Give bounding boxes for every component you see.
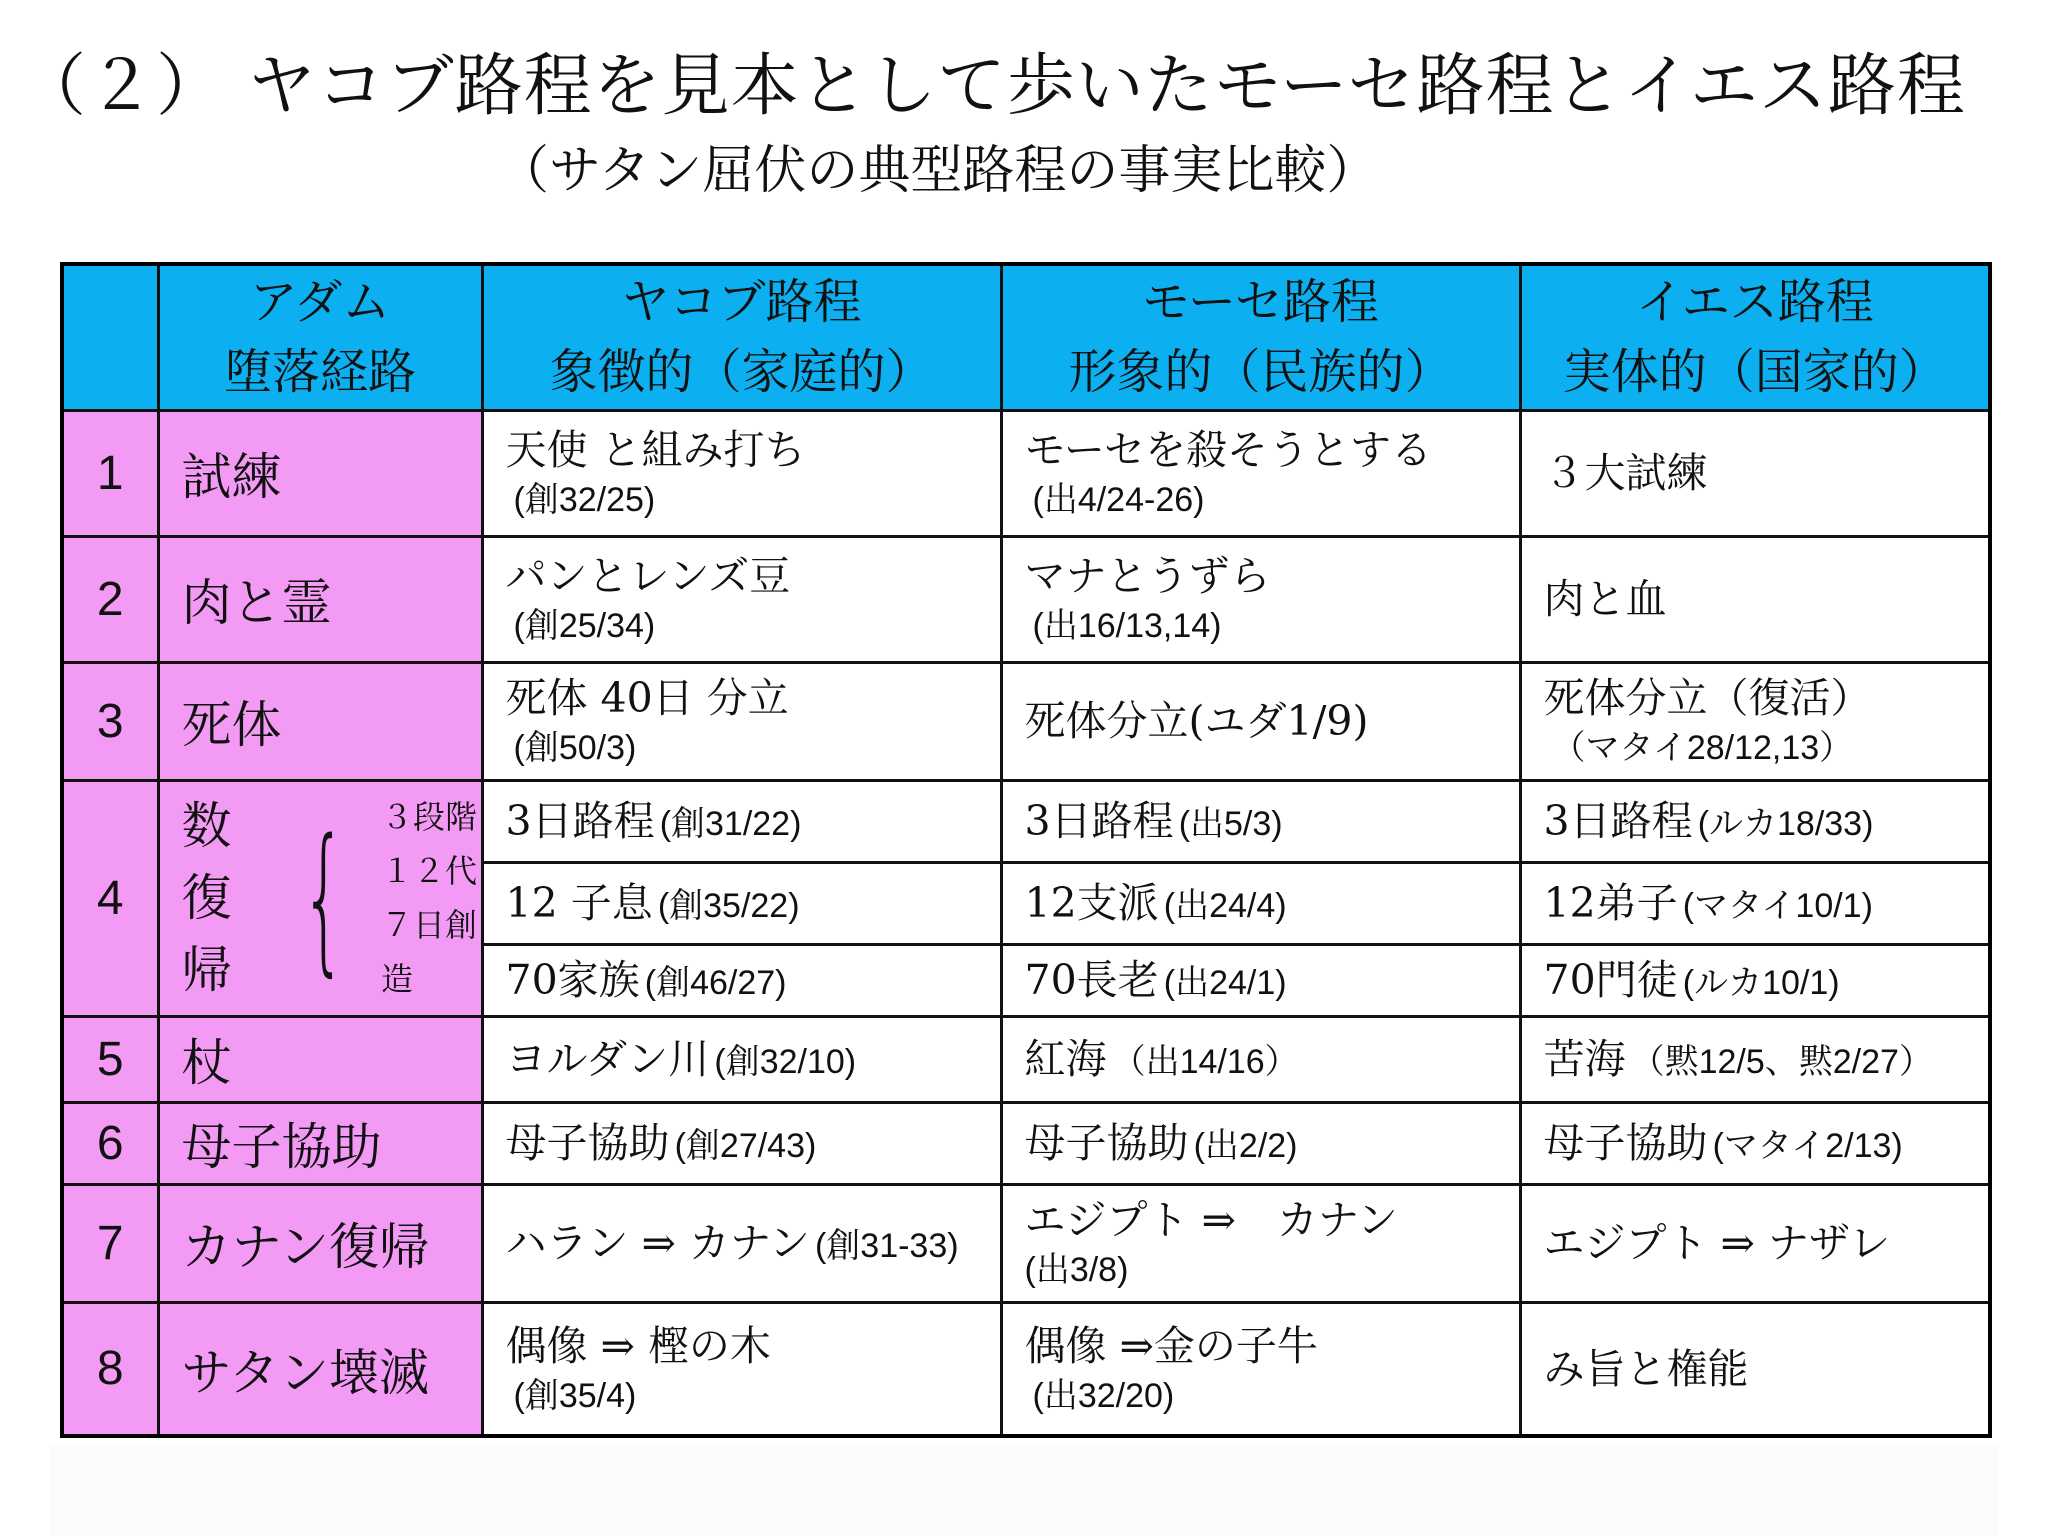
table-row [62,1016,1990,1102]
jacob-cell [482,662,1001,780]
jesus-cell [1520,862,1990,944]
header-moses-line1: モーセ路程 [1141,274,1380,331]
row-number: 5 [62,1016,158,1102]
moses-cell [1001,410,1520,536]
row-number: 8 [62,1302,158,1436]
jesus-text: 苦海 [1543,1035,1626,1083]
jacob-ref: (創35/22) [657,887,800,925]
page-subtitle: （サタン屈伏の典型路程の事実比較） [497,141,1379,201]
table-row [62,780,1990,862]
table-row [62,1184,1990,1302]
table-row [62,662,1990,780]
moses-cell [1001,1302,1520,1436]
row-number: 6 [62,1102,158,1184]
jacob-ref: (創27/43) [674,1127,817,1165]
jacob-ref: (創25/34) [513,607,656,645]
jacob-cell [482,944,1001,1016]
moses-ref: (出3/8) [1024,1251,1129,1289]
jesus-text: 70門徒 [1543,956,1678,1004]
header-moses [1001,264,1520,410]
jesus-cell [1520,662,1990,780]
sub-item: ３段階 [381,798,478,836]
jesus-text: 肉と血 [1543,575,1667,623]
moses-ref: (出24/4) [1163,887,1287,925]
header-jacob-line2: 象徴的（家庭的） [549,344,934,401]
moses-text: 70長老 [1024,956,1159,1004]
jacob-cell [482,1184,1001,1302]
jesus-cell [1520,1102,1990,1184]
jesus-text: み旨と権能 [1543,1344,1749,1393]
row-label: 死体 [158,662,482,780]
jesus-ref: (ルカ18/33) [1697,805,1874,843]
jesus-cell [1520,1302,1990,1436]
moses-ref: (出24/1) [1163,964,1287,1002]
row-label: 母子協助 [158,1102,482,1184]
page-title: （２） ヤコブ路程を見本として歩いたモーセ路程とイエス路程 [18,47,1966,126]
moses-cell [1001,780,1520,862]
jacob-text: 70家族 [505,956,640,1004]
jesus-text: ３大試練 [1543,449,1708,497]
jacob-ref: (創32/25) [513,481,656,519]
jesus-cell [1520,536,1990,662]
footer-band [50,1444,1998,1536]
jacob-text: ヨルダン川 [505,1035,710,1083]
sub-item: ７日創造 [381,906,478,998]
header-jesus [1520,264,1990,410]
jacob-cell [482,536,1001,662]
table-row [62,536,1990,662]
header-moses-line2: 形象的（民族的） [1068,344,1453,401]
moses-cell [1001,944,1520,1016]
jesus-text: 3日路程 [1543,797,1693,845]
table-row [62,410,1990,536]
moses-cell [1001,862,1520,944]
jacob-text: ハラン ⇒ カナン [505,1219,810,1267]
jacob-ref: (創46/27) [644,964,787,1002]
row-label: 試練 [158,410,482,536]
jacob-text: 天使 と組み打ち [505,426,806,474]
jacob-ref: (創35/4) [513,1376,637,1415]
moses-text: 死体分立(ユダ1/9) [1024,697,1369,745]
row-label [182,790,260,1006]
header-adam-line1: アダム [249,274,391,331]
jacob-cell [482,862,1001,944]
moses-text: 12支派 [1024,879,1159,927]
jesus-text: 死体分立（復活） [1543,674,1872,722]
moses-ref: (出5/3) [1178,805,1283,843]
header-adam [158,264,482,410]
moses-text: 偶像 ⇒金の子牛 [1024,1321,1318,1370]
jacob-text: 死体 40日 分立 [505,674,789,722]
header-jacob [482,264,1001,410]
jesus-ref: (ルカ10/1) [1682,964,1840,1002]
jacob-ref: (創50/3) [513,729,637,767]
header-jacob-line1: ヤコブ路程 [621,274,862,331]
jesus-ref: (マタイ2/13) [1712,1127,1903,1165]
jacob-cell [482,1302,1001,1436]
jesus-text: 12弟子 [1543,879,1678,927]
table-row [62,1102,1990,1184]
row-number: 7 [62,1184,158,1302]
jacob-cell [482,410,1001,536]
jesus-ref: (マタイ10/1) [1682,887,1873,925]
moses-cell [1001,662,1520,780]
jacob-text: 偶像 ⇒ 樫の木 [505,1321,771,1370]
jesus-cell [1520,1016,1990,1102]
moses-text: 紅海 [1024,1035,1107,1083]
row-number: 1 [62,410,158,536]
jacob-text: パンとレンズ豆 [505,552,791,600]
row-label-cell [158,780,482,1016]
jacob-ref: (創31/22) [659,805,802,843]
moses-ref: (出32/20) [1032,1376,1175,1415]
moses-ref: (出2/2) [1193,1127,1298,1165]
brace-icon: { [301,804,348,991]
row-label: サタン壊滅 [158,1302,482,1436]
row-number: 3 [62,662,158,780]
comparison-table [60,262,1992,1438]
moses-ref: （出14/16） [1111,1043,1299,1081]
jacob-text: 3日路程 [505,797,655,845]
row-label: 肉と霊 [158,536,482,662]
jacob-text: 母子協助 [505,1119,670,1167]
header-jesus-line2: 実体的（国家的） [1562,344,1947,401]
header-jesus-line1: イエス路程 [1635,274,1874,331]
moses-cell [1001,1184,1520,1302]
header-row [62,264,1990,410]
header-num [62,264,158,410]
moses-text: モーセを殺そうとする [1024,426,1433,474]
sub-list [381,790,480,1006]
jesus-cell [1520,1184,1990,1302]
jesus-cell [1520,410,1990,536]
moses-cell [1001,1102,1520,1184]
header-adam-line2: 堕落経路 [223,344,416,401]
row-number: 4 [62,780,158,1016]
row-label-line1: 数 [181,797,232,855]
moses-cell [1001,536,1520,662]
jesus-cell [1520,944,1990,1016]
jacob-ref: (創31-33) [814,1227,959,1265]
jacob-cell [482,1016,1001,1102]
row-label: カナン復帰 [158,1184,482,1302]
table-row [62,1302,1990,1436]
moses-text: マナとうずら [1024,552,1271,600]
row-label-line2: 復帰 [181,869,232,999]
moses-cell [1001,1016,1520,1102]
jacob-cell [482,780,1001,862]
jacob-text: 12 子息 [505,879,653,927]
moses-text: 3日路程 [1024,797,1174,845]
jesus-ref: （黙12/5、黙2/27） [1630,1043,1933,1081]
row-label: 杖 [158,1016,482,1102]
jesus-cell [1520,780,1990,862]
jacob-ref: (創32/10) [714,1043,857,1081]
jesus-text: 母子協助 [1543,1119,1708,1167]
moses-text: エジプト ⇒ カナン [1024,1196,1398,1244]
jesus-text: エジプト ⇒ ナザレ [1543,1219,1891,1267]
jesus-ref: （マタイ28/12,13） [1551,729,1854,767]
moses-ref: (出16/13,14) [1032,607,1222,645]
jacob-cell [482,1102,1001,1184]
sub-item: １２代 [381,852,478,890]
moses-text: 母子協助 [1024,1119,1189,1167]
moses-ref: (出4/24-26) [1032,481,1205,519]
row-number: 2 [62,536,158,662]
